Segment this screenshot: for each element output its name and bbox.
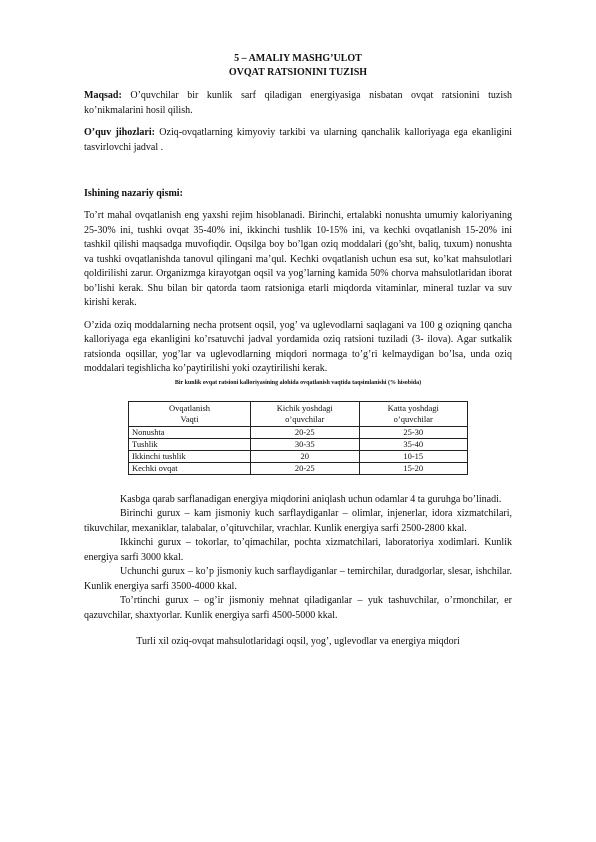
goal-paragraph bbox=[84, 89, 512, 118]
column-header-older-pupils: Katta yoshdagi o’quvchilar bbox=[359, 401, 468, 426]
equipment-label: O’quv jihozlari: bbox=[84, 127, 155, 138]
column-header-meal-time: Ovqatlanish Vaqti bbox=[129, 401, 251, 426]
older-value-cell: 35-40 bbox=[359, 438, 468, 450]
group-4-paragraph: To’rtinchi gurux – og’ir jismoniy mehnat qiladiganlar – yuk tashuvchilar, o’rmonchilar, er qazuvchilar, shaxtyorlar. Kunlik energiya sarfi 4500-5000 kkal. bbox=[84, 595, 512, 621]
table-header-row bbox=[129, 401, 468, 426]
equipment-text: Oziq-ovqatlarning kimyoviy tarkibi va ularning qanchalik kalloriyaga ega ekanligini tasvirlovchi jadval . bbox=[84, 127, 513, 153]
younger-value-cell: 20-25 bbox=[251, 426, 359, 438]
group-3-paragraph: Uchunchi gurux – ko’p jismoniy kuch sarflaydiganlar – temirchilar, duradgorlar, slesar, ishchilar. Kunlik energiya sarfi 3500-4000 kkal. bbox=[84, 566, 512, 592]
table-row bbox=[129, 450, 468, 462]
table-row bbox=[129, 438, 468, 450]
practice-topic-title: OVQAT RATSIONINI TUZISH bbox=[228, 67, 368, 78]
meal-name-cell: Kechki ovqat bbox=[129, 462, 251, 474]
groups-intro-paragraph: Kasbga qarab sarflanadigan energiya miqdorini aniqlash uchun odamlar 4 ta guruhga bo’linadi. bbox=[120, 493, 502, 505]
meal-distribution-table bbox=[128, 401, 468, 475]
goal-text: O’quvchilar bir kunlik sarf qiladigan energiyasiga nisbatan ovqat ratsionini tuzish ko’nikmalarini hosil qilish. bbox=[84, 90, 512, 116]
younger-value-cell: 30-35 bbox=[251, 438, 359, 450]
theory-paragraph-2: O’zida oziq moddalarning necha protsent oqsil, yog’ va uglevodlarni saqlagani va 100 g oziqning qancha kalloriyaga ega ekanligini ko’rsatuvchi jadval yordamida oziq ratsioni tuziladi (3- ilova). Agar sutkalik ratsionda oqsillar, yog’lar va uglevodlarning miqdori normaga to’g’ri kelmaydigan bo’lsa, unda oziq moddalari tegishlicha ko’paytirilishi yoki ozaytirilishi kerak. bbox=[84, 319, 512, 374]
theory-paragraph-1: To’rt mahal ovqatlanish eng yaxshi rejim hisoblanadi. Birinchi, ertalabki nonushta umumiy kaloriyaning 25-30% ini, tushki ovqat 35-40% ini, ikkinchi tushlik 10-15% ini, va kechki ovqatlanish 15-20% ini tashkil qilishi maqsadga muvofiqdir. Oqsilga boy bo’lgan oziq moddalari (go’sht, baliq, tuxum) nonushta va tushki ovqatlanishda tanovul qilingani ma’qul. Kechki ovqatlanish uchun esa sut, ko’kat mahsulotlari qoldirilishi zarur. Organizmga kirayotgan oqsil va yog’larning kamida 50% chorva mahsulotlaridan iborat bo’lishi kerak. Shu bilan bir qatorda taom ratsioniga etarli miqdorda vitaminlar, mineral tuzlar va suv kirishi kerak. bbox=[84, 210, 512, 308]
meal-name-cell: Nonushta bbox=[129, 426, 251, 438]
equipment-paragraph bbox=[84, 126, 512, 155]
theory-heading: Ishining nazariy qismi: bbox=[84, 188, 183, 199]
column-header-younger-pupils: Kichik yoshdagi o’quvchilar bbox=[251, 401, 359, 426]
younger-value-cell: 20 bbox=[251, 450, 359, 462]
group-2-paragraph: Ikkinchi gurux – tokorlar, to’qimachilar, pochta xizmatchilari, laboratoriya xodimlari. Kunlik energiya sarfi 3000 kkal. bbox=[84, 537, 512, 563]
next-section-title: Turli xil oziq-ovqat mahsulotlaridagi oqsil, yog’, uglevodlar va energiya miqdori bbox=[136, 636, 460, 647]
meal-name-cell: Ikkinchi tushlik bbox=[129, 450, 251, 462]
older-value-cell: 15-20 bbox=[359, 462, 468, 474]
goal-label: Maqsad: bbox=[84, 90, 122, 101]
meal-name-cell: Tushlik bbox=[129, 438, 251, 450]
older-value-cell: 25-30 bbox=[359, 426, 468, 438]
practice-number-title: 5 – AMALIY MASHG’ULOT bbox=[234, 53, 362, 64]
group-1-paragraph: Birinchi gurux – kam jismoniy kuch sarflaydiganlar – olimlar, injenerlar, idora xizmatchilari, tikuvchilar, mexaniklar, talabalar, o’qituvchilar, vrachlar. Kunlik energiya sarfi 2500-2800 kkal. bbox=[84, 508, 512, 534]
table-row bbox=[129, 426, 468, 438]
older-value-cell: 10-15 bbox=[359, 450, 468, 462]
table-caption: Bir kunlik ovqat ratsioni kalloriyasining alohida ovqatlanish vaqtida taqsimlanishi (% hisobida) bbox=[174, 379, 422, 386]
table-row bbox=[129, 462, 468, 474]
younger-value-cell: 20-25 bbox=[251, 462, 359, 474]
